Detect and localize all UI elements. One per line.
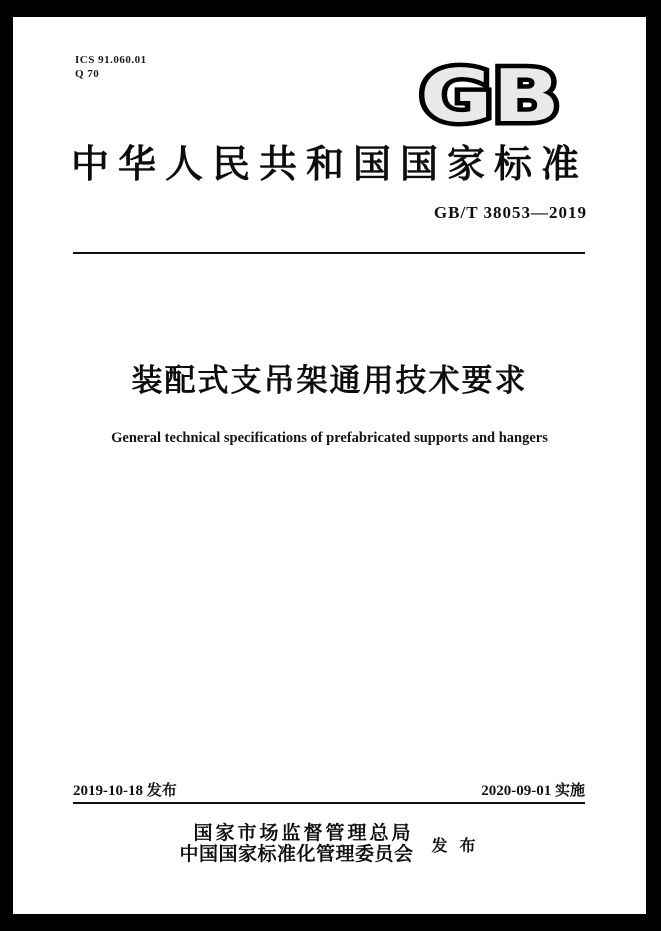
standard-number: GB/T 38053—2019 (433, 203, 587, 222)
footer-divider-line (73, 802, 585, 804)
implementation-date: 2020-09-01 实施 (481, 783, 585, 799)
dates-row (73, 779, 585, 800)
gb-logo-icon (415, 55, 565, 133)
issue-date: 2019-10-18 发布 (73, 783, 177, 799)
gb-logo-text: GB (420, 55, 560, 133)
standard-title-chinese: 装配式支吊架通用技术要求 (131, 363, 528, 398)
header-divider-line (73, 252, 585, 254)
national-standard-heading: 中华人民共和国国家标准 (70, 144, 588, 186)
ccs-code: Q 70 (75, 68, 100, 80)
issuing-organizations (13, 823, 646, 865)
issuing-organization-names (179, 823, 413, 865)
standard-title-english: General technical specifications of prefabricated supports and hangers (111, 430, 548, 446)
ics-code: ICS 91.060.01 (75, 54, 147, 66)
issuing-org-2: 中国国家标准化管理委员会 (179, 844, 414, 865)
standard-cover-page (13, 17, 646, 914)
issuing-org-1: 国家市场监督管理总局 (193, 823, 414, 844)
ics-classification-block (75, 53, 147, 81)
publish-label: 发 布 (431, 837, 480, 855)
